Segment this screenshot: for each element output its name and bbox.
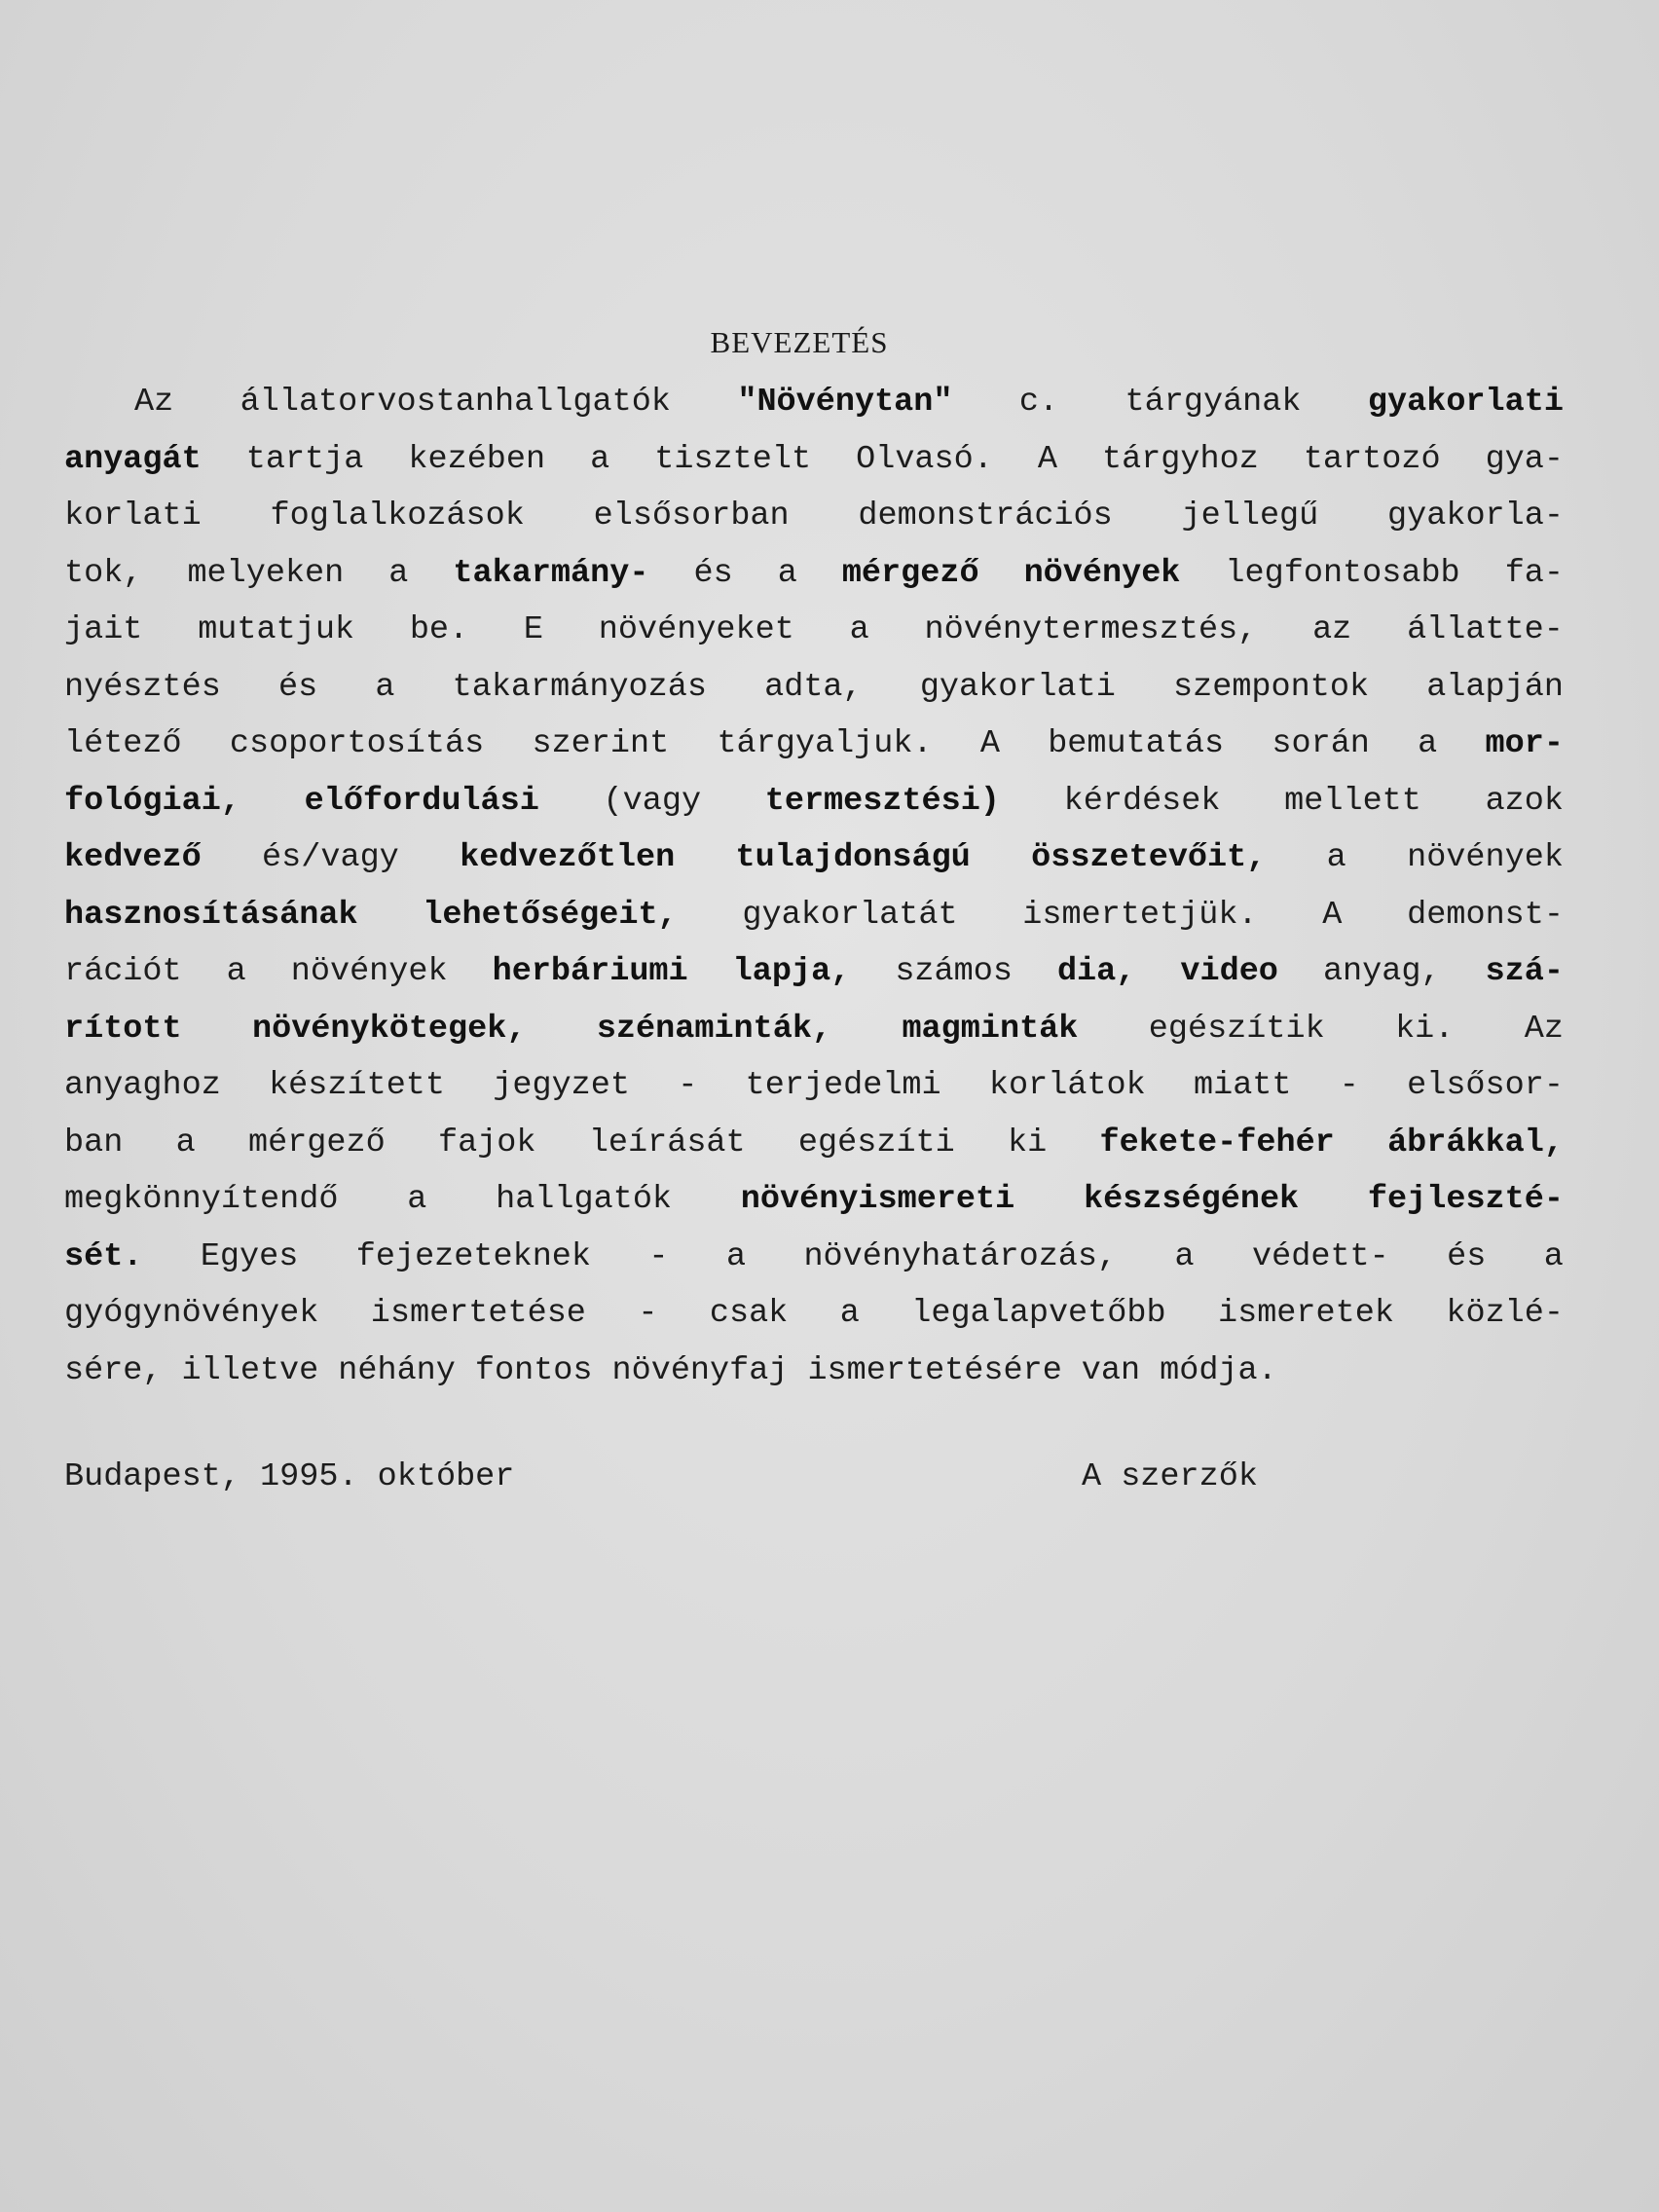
word: c.	[1018, 384, 1059, 421]
word: állatorvostanhallgatók	[240, 384, 671, 421]
word: növényeket	[598, 611, 794, 648]
text-line	[64, 1115, 1564, 1172]
word: állatte-	[1407, 611, 1564, 648]
word: anyag,	[1322, 953, 1441, 990]
word: nyésztés	[64, 668, 221, 706]
word: tok,	[64, 554, 143, 592]
word: miatt	[1193, 1067, 1292, 1104]
word: közlé-	[1446, 1295, 1564, 1332]
footer	[64, 1449, 1564, 1505]
bold-word: növények	[1023, 554, 1181, 592]
page-title: BEVEZETÉS	[710, 325, 889, 359]
bold-word: növénykötegek,	[252, 1010, 527, 1048]
word: védett-	[1252, 1237, 1389, 1275]
word: mellett	[1284, 782, 1421, 820]
signature: A szerzők	[1082, 1458, 1258, 1495]
word: A	[979, 725, 1000, 762]
word: ismeretek	[1218, 1295, 1394, 1332]
word: be.	[409, 611, 469, 648]
word: rációt	[64, 953, 182, 990]
word: A	[1322, 896, 1343, 934]
word: jellegű	[1181, 498, 1319, 535]
bold-word: sét.	[64, 1237, 143, 1275]
word: gyakorlati	[919, 668, 1116, 706]
word: alapján	[1426, 668, 1564, 706]
document-page	[64, 0, 1564, 2212]
word: sére,	[64, 1351, 163, 1389]
word: a	[590, 440, 610, 478]
word: fa-	[1504, 554, 1564, 592]
bold-word: tulajdonságú	[735, 839, 971, 876]
word: ismertetésére	[807, 1351, 1062, 1389]
word: bemutatás	[1048, 725, 1225, 762]
word: tartozó	[1303, 440, 1441, 478]
bold-word: ábrákkal,	[1387, 1124, 1564, 1161]
word: kérdések	[1063, 782, 1221, 820]
bold-word: dia,	[1056, 953, 1136, 990]
word: néhány	[338, 1351, 456, 1389]
word: mutatjuk	[198, 611, 355, 648]
word: és	[1447, 1237, 1487, 1275]
bold-word: fológiai,	[64, 782, 240, 820]
word: -	[1339, 1067, 1359, 1104]
bold-word: előfordulási	[304, 782, 539, 820]
bold-word: anyagát	[64, 440, 202, 478]
word: illetve	[181, 1351, 319, 1389]
word: gyakorlatát	[742, 896, 958, 934]
bold-word: kedvező	[64, 839, 202, 876]
text-line	[64, 943, 1564, 1001]
word: és	[277, 668, 318, 706]
word: tisztelt	[654, 440, 812, 478]
word: E	[523, 611, 544, 648]
place-date: Budapest, 1995. október	[64, 1458, 515, 1495]
word: Az	[134, 384, 174, 421]
word: létező	[64, 725, 182, 762]
word: szerint	[532, 725, 670, 762]
word: korlátok	[988, 1067, 1146, 1104]
word: A	[1037, 440, 1057, 478]
word: csak	[709, 1295, 789, 1332]
text-line	[64, 602, 1564, 659]
bold-word: video	[1180, 953, 1278, 990]
word: a	[725, 1237, 747, 1275]
word: demonst-	[1407, 896, 1564, 934]
text-line	[64, 431, 1564, 489]
bold-word: mor-	[1485, 725, 1564, 762]
text-line	[64, 1171, 1564, 1229]
word: -	[648, 1237, 669, 1275]
bold-word: készségének	[1084, 1181, 1300, 1218]
word: során	[1272, 725, 1370, 762]
word: módja.	[1160, 1351, 1277, 1389]
text-line	[64, 773, 1564, 830]
word: növényfaj	[611, 1351, 789, 1389]
word: növények	[290, 953, 448, 990]
bold-word: összetevőit,	[1031, 839, 1267, 876]
word: legfontosabb	[1225, 554, 1460, 592]
word: anyaghoz	[64, 1067, 221, 1104]
word: Az	[1524, 1010, 1564, 1048]
word: (vagy	[603, 782, 702, 820]
word: a	[1418, 725, 1438, 762]
word: ki	[1008, 1124, 1048, 1161]
word: elsősorban	[593, 498, 790, 535]
text-line	[64, 1001, 1564, 1058]
word: a	[226, 953, 246, 990]
word: tárgyának	[1124, 384, 1302, 421]
word: növénytermesztés,	[924, 611, 1258, 648]
word: a	[1543, 1237, 1564, 1275]
bold-word: mérgező	[841, 554, 979, 592]
word: növények	[1407, 839, 1564, 876]
text-line	[64, 1343, 1564, 1400]
word: csoportosítás	[229, 725, 485, 762]
bold-word: herbáriumi	[492, 953, 688, 990]
text-line	[64, 830, 1564, 887]
text-line	[64, 659, 1564, 717]
word: növényhatározás,	[803, 1237, 1118, 1275]
word: melyeken	[187, 554, 345, 592]
bold-word: kedvezőtlen	[460, 839, 676, 876]
text-line	[64, 545, 1564, 603]
bold-word: gyakorlati	[1367, 384, 1564, 421]
text-line	[64, 887, 1564, 944]
bold-word: lapja,	[732, 953, 851, 990]
word: ki.	[1395, 1010, 1455, 1048]
bold-word: hasznosításának	[64, 896, 358, 934]
bold-word: fekete-fehér	[1099, 1124, 1335, 1161]
word: gyógynövények	[64, 1295, 319, 1332]
word: azok	[1485, 782, 1564, 820]
word: hallgatók	[496, 1181, 673, 1218]
word: a	[375, 668, 395, 706]
word: gya-	[1485, 440, 1564, 478]
word: a	[777, 554, 797, 592]
word: az	[1312, 611, 1352, 648]
word: egészítik	[1148, 1010, 1325, 1048]
word: szempontok	[1173, 668, 1370, 706]
word: tartja	[245, 440, 364, 478]
word: a	[1174, 1237, 1195, 1275]
bold-word: fejleszté-	[1367, 1181, 1564, 1218]
word: a	[849, 611, 869, 648]
text-line	[64, 716, 1564, 773]
word: adta,	[764, 668, 863, 706]
text-line	[64, 1285, 1564, 1343]
word: a	[1326, 839, 1346, 876]
word: ismertetjük.	[1022, 896, 1258, 934]
bold-word: lehetőségeit,	[423, 896, 678, 934]
bold-word: termesztési)	[764, 782, 1000, 820]
word: Egyes	[200, 1237, 299, 1275]
text-line	[64, 1229, 1564, 1286]
word: legalapvetőbb	[911, 1295, 1166, 1332]
bold-word: "Növénytan"	[737, 384, 953, 421]
word: ban	[64, 1124, 124, 1161]
text-line	[64, 374, 1564, 431]
word: korlati	[64, 498, 202, 535]
word: a	[407, 1181, 427, 1218]
word: a	[839, 1295, 860, 1332]
bold-word: szénaminták,	[596, 1010, 832, 1048]
bold-word: magminták	[902, 1010, 1079, 1048]
word: takarmányozás	[452, 668, 707, 706]
word: Olvasó.	[856, 440, 993, 478]
bold-word: takarmány-	[453, 554, 649, 592]
word: megkönnyítendő	[64, 1181, 339, 1218]
word: foglalkozások	[270, 498, 525, 535]
word: és	[693, 554, 733, 592]
introduction-paragraph	[64, 374, 1564, 1399]
word: a	[175, 1124, 196, 1161]
word: fontos	[474, 1351, 593, 1389]
word: a	[388, 554, 409, 592]
word: kezében	[408, 440, 546, 478]
word: elsősor-	[1407, 1067, 1564, 1104]
word: tárgyhoz	[1101, 440, 1259, 478]
word: készített	[269, 1067, 446, 1104]
word: van	[1081, 1351, 1141, 1389]
word: egészíti	[797, 1124, 955, 1161]
word: ismertetése	[370, 1295, 586, 1332]
word: terjedelmi	[745, 1067, 941, 1104]
text-line	[64, 488, 1564, 545]
bold-word: szá-	[1485, 953, 1564, 990]
word: fejezeteknek	[355, 1237, 592, 1275]
word: számos	[895, 953, 1013, 990]
word: leírását	[588, 1124, 746, 1161]
word: demonstrációs	[858, 498, 1113, 535]
text-line	[64, 1057, 1564, 1115]
bold-word: növényismereti	[740, 1181, 1015, 1218]
word: és/vagy	[262, 839, 399, 876]
word: -	[678, 1067, 698, 1104]
word: fajok	[438, 1124, 536, 1161]
word: gyakorla-	[1387, 498, 1564, 535]
word: jait	[64, 611, 143, 648]
word: -	[638, 1295, 658, 1332]
word: mérgező	[247, 1124, 386, 1161]
word: jegyzet	[493, 1067, 630, 1104]
bold-word: rított	[64, 1010, 182, 1048]
word: tárgyaljuk.	[717, 725, 933, 762]
